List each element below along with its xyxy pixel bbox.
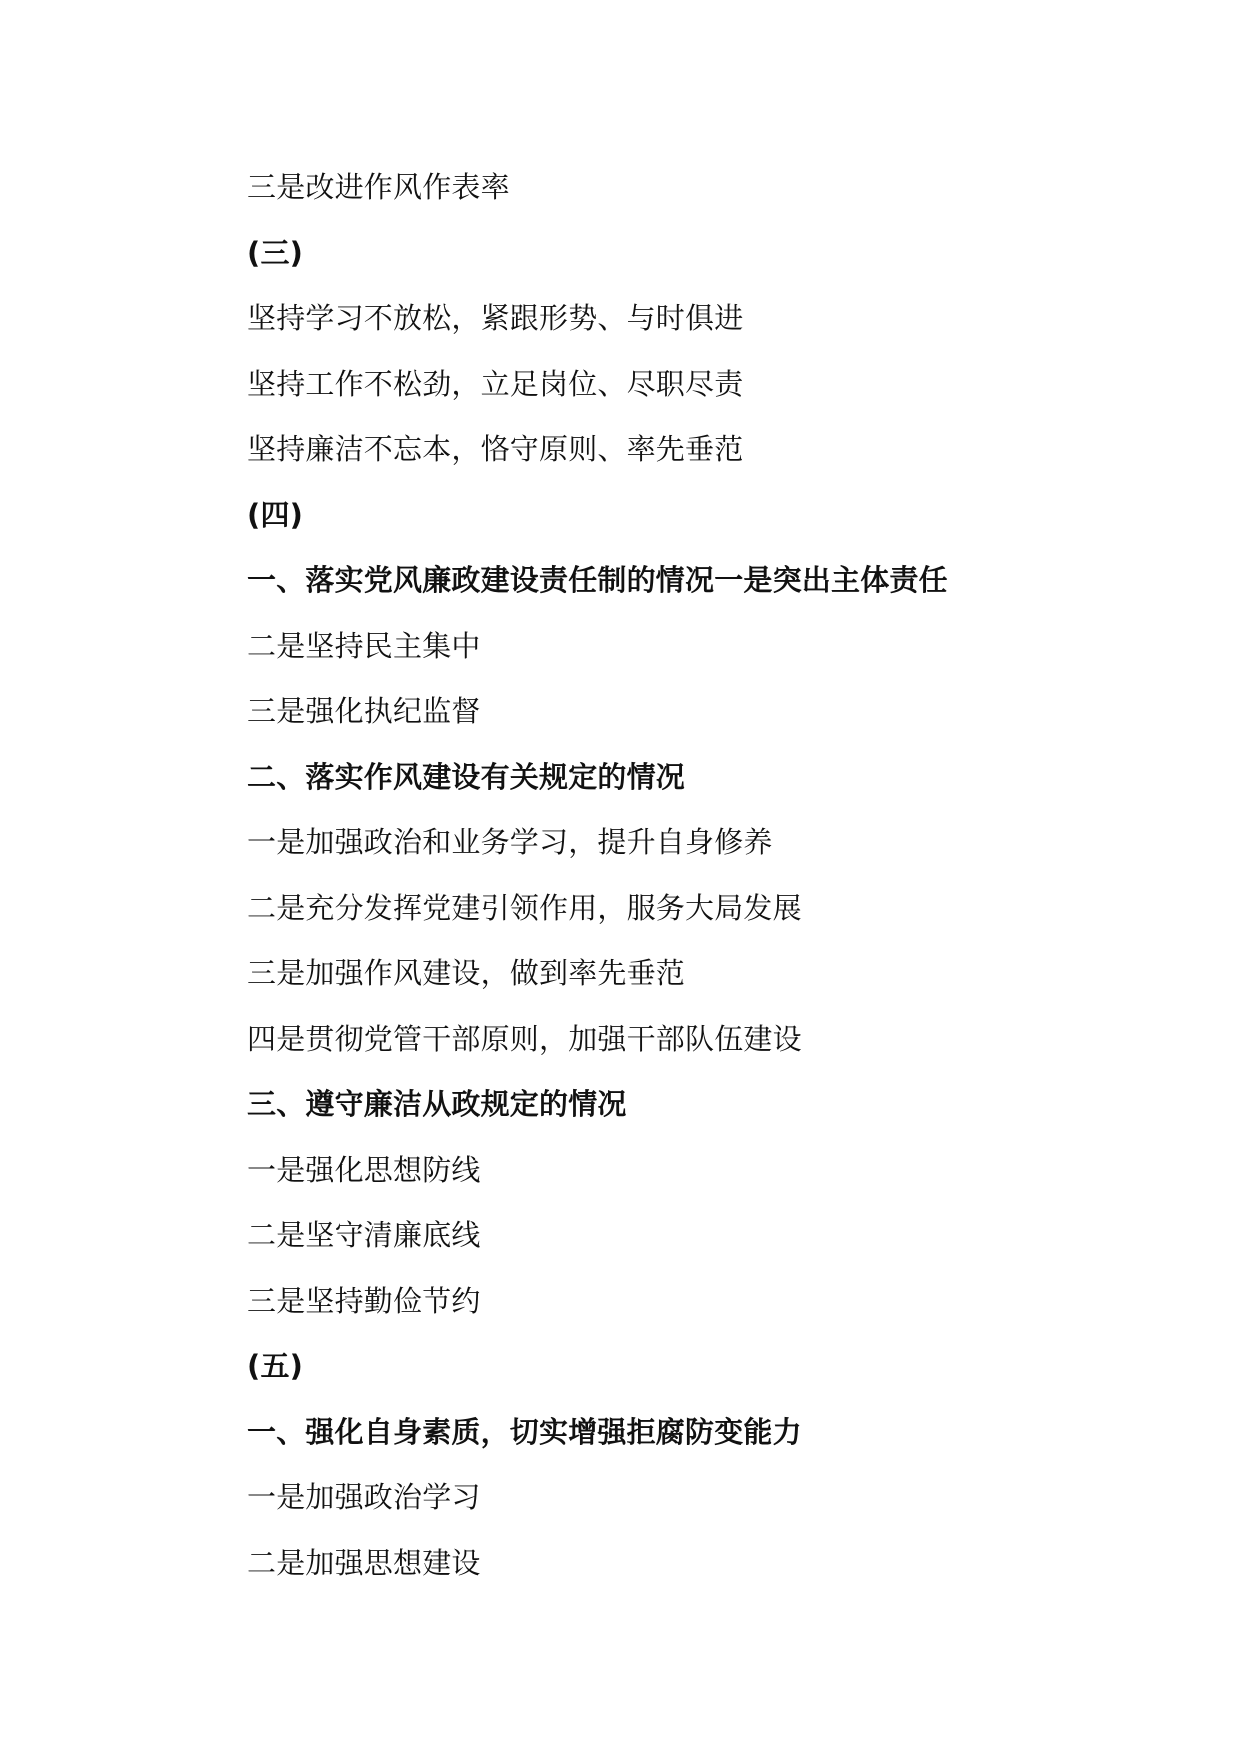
subsection-heading: 二、落实作风建设有关规定的情况	[247, 759, 686, 794]
body-line: 三是加强作风建设，做到率先垂范	[247, 956, 686, 990]
subsection-heading: 一、强化自身素质，切实增强拒腐防变能力	[247, 1414, 802, 1449]
section-heading: (四)	[247, 497, 304, 532]
body-line: 四是贯彻党管干部原则，加强干部队伍建设	[247, 1021, 802, 1056]
body-line: 一是加强政治学习	[247, 1480, 481, 1514]
body-line: 一是强化思想防线	[247, 1152, 481, 1187]
body-line: 二是加强思想建设	[247, 1545, 481, 1580]
section-heading: (五)	[247, 1349, 304, 1383]
body-line: 二是坚持民主集中	[247, 628, 481, 663]
body-line: 三是坚持勤俭节约	[247, 1283, 481, 1318]
subsection-heading: 一、落实党风廉政建设责任制的情况一是突出主体责任	[247, 563, 948, 597]
body-line: 一是加强政治和业务学习，提升自身修养	[247, 825, 773, 859]
document-body	[247, 170, 1147, 1611]
body-line: 坚持廉洁不忘本，恪守原则、率先垂范	[247, 432, 744, 466]
body-line: 二是坚守清廉底线	[247, 1218, 481, 1252]
body-line: 二是充分发挥党建引领作用，服务大局发展	[247, 890, 802, 925]
subsection-heading: 三、遵守廉洁从政规定的情况	[247, 1087, 627, 1121]
body-line: 三是强化执纪监督	[247, 694, 481, 728]
body-line: 坚持学习不放松，紧跟形势、与时俱进	[247, 301, 744, 335]
body-line: 三是改进作风作表率	[247, 170, 510, 204]
body-line: 坚持工作不松劲，立足岗位、尽职尽责	[247, 366, 744, 401]
section-heading: (三)	[247, 235, 304, 270]
